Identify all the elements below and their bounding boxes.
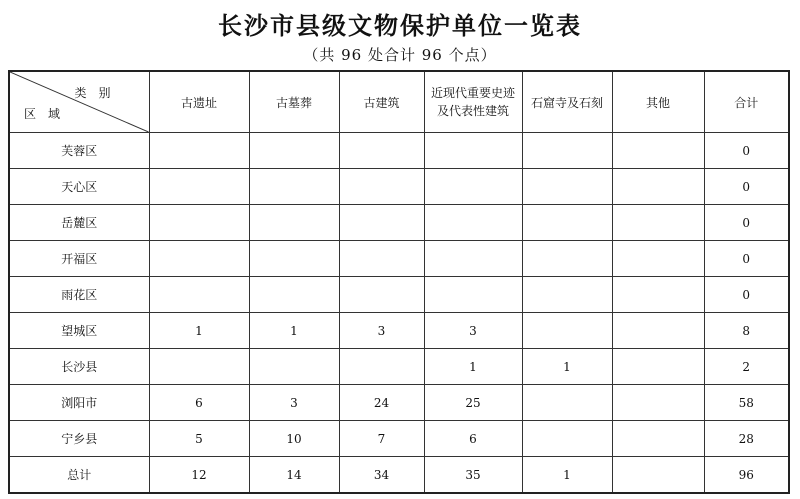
table-cell: 3 — [339, 313, 424, 349]
table-cell: 58 — [704, 385, 789, 421]
table-cell — [522, 421, 612, 457]
table-cell: 0 — [704, 133, 789, 169]
table-cell — [249, 169, 339, 205]
table-cell — [149, 241, 249, 277]
table-cell — [522, 169, 612, 205]
table-cell — [612, 385, 704, 421]
page-title: 长沙市县级文物保护单位一览表 — [218, 11, 582, 40]
table-cell — [249, 241, 339, 277]
row-area-label: 开福区 — [9, 241, 149, 277]
column-header: 古建筑 — [339, 71, 424, 133]
table-cell — [522, 277, 612, 313]
table-cell — [339, 241, 424, 277]
table-cell — [522, 385, 612, 421]
row-area-label: 雨花区 — [9, 277, 149, 313]
table-cell: 35 — [424, 457, 522, 494]
table-cell: 1 — [522, 457, 612, 494]
table-cell — [612, 133, 704, 169]
table-row — [9, 277, 789, 313]
table-cell: 6 — [424, 421, 522, 457]
table-cell — [424, 241, 522, 277]
table-cell — [424, 169, 522, 205]
table-row — [9, 133, 789, 169]
table-cell — [522, 205, 612, 241]
table-cell: 7 — [339, 421, 424, 457]
table-cell: 8 — [704, 313, 789, 349]
column-header: 其他 — [612, 71, 704, 133]
table-cell: 0 — [704, 205, 789, 241]
table-cell: 3 — [424, 313, 522, 349]
row-area-label: 长沙县 — [9, 349, 149, 385]
table-cell — [612, 349, 704, 385]
table-cell — [149, 133, 249, 169]
table-cell — [339, 133, 424, 169]
table-cell: 12 — [149, 457, 249, 494]
table-cell — [612, 169, 704, 205]
column-header — [424, 71, 522, 133]
table-cell — [522, 241, 612, 277]
table-cell — [339, 205, 424, 241]
table-cell — [612, 457, 704, 494]
table-cell: 6 — [149, 385, 249, 421]
diagonal-line — [10, 72, 149, 132]
table-cell — [149, 277, 249, 313]
column-header: 古遗址 — [149, 71, 249, 133]
table-cell: 14 — [249, 457, 339, 494]
table-row — [9, 169, 789, 205]
table-cell: 0 — [704, 169, 789, 205]
column-header: 合计 — [704, 71, 789, 133]
row-area-label: 天心区 — [9, 169, 149, 205]
table-cell: 1 — [424, 349, 522, 385]
table-cell — [149, 169, 249, 205]
table-cell — [339, 169, 424, 205]
page-subtitle: （共 96 处合计 96 个点） — [303, 46, 497, 64]
table-cell: 10 — [249, 421, 339, 457]
table-cell — [612, 205, 704, 241]
table-cell — [612, 241, 704, 277]
corner-header-cell — [9, 71, 149, 133]
table-row — [9, 421, 789, 457]
table-cell: 2 — [704, 349, 789, 385]
table-cell: 34 — [339, 457, 424, 494]
area-label: 区域 — [24, 107, 73, 121]
row-area-label: 浏阳市 — [9, 385, 149, 421]
table-cell — [612, 313, 704, 349]
row-area-label: 望城区 — [9, 313, 149, 349]
row-area-label: 总计 — [9, 457, 149, 494]
table-cell — [249, 205, 339, 241]
heritage-table — [8, 70, 790, 494]
table-cell — [339, 349, 424, 385]
header-row — [9, 71, 789, 133]
row-area-label: 岳麓区 — [9, 205, 149, 241]
table-row — [9, 385, 789, 421]
row-area-label: 芙蓉区 — [9, 133, 149, 169]
table-row — [9, 241, 789, 277]
table-cell — [424, 133, 522, 169]
table-cell: 5 — [149, 421, 249, 457]
table-cell — [522, 313, 612, 349]
table-cell: 25 — [424, 385, 522, 421]
table-cell: 0 — [704, 277, 789, 313]
table-cell — [339, 277, 424, 313]
table-row — [9, 457, 789, 494]
column-header: 古墓葬 — [249, 71, 339, 133]
table-row — [9, 349, 789, 385]
table-cell — [522, 133, 612, 169]
column-header-line: 及代表性建筑 — [436, 104, 509, 118]
table-cell: 0 — [704, 241, 789, 277]
table-cell: 3 — [249, 385, 339, 421]
table-row — [9, 205, 789, 241]
table-cell — [249, 349, 339, 385]
table-cell: 1 — [522, 349, 612, 385]
table-cell — [612, 421, 704, 457]
table-cell — [424, 205, 522, 241]
table-cell: 1 — [249, 313, 339, 349]
table-cell: 28 — [704, 421, 789, 457]
table-cell — [149, 349, 249, 385]
table-cell — [249, 133, 339, 169]
row-area-label: 宁乡县 — [9, 421, 149, 457]
table-cell — [612, 277, 704, 313]
table-cell: 96 — [704, 457, 789, 494]
column-header-line: 近现代重要史迹 — [430, 86, 515, 100]
table-row — [9, 313, 789, 349]
column-header: 石窟寺及石刻 — [522, 71, 612, 133]
table-cell: 1 — [149, 313, 249, 349]
table-cell — [424, 277, 522, 313]
table-cell — [249, 277, 339, 313]
table-cell — [149, 205, 249, 241]
category-label: 类别 — [74, 86, 123, 100]
table-cell: 24 — [339, 385, 424, 421]
